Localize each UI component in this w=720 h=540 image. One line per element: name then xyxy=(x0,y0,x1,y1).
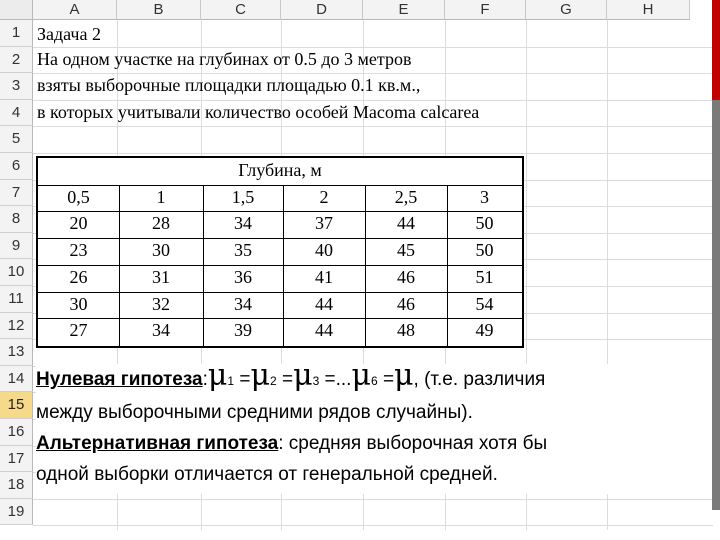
table-cell: 41 xyxy=(315,266,333,287)
data-table xyxy=(36,156,524,348)
table-rule xyxy=(119,185,120,346)
table-cell: 36 xyxy=(234,266,252,287)
table-rule xyxy=(203,185,204,346)
colon: : xyxy=(202,369,208,390)
row-header-1[interactable]: 1 xyxy=(0,20,33,47)
table-cell: 20 xyxy=(69,213,88,234)
column-header-h[interactable]: H xyxy=(607,0,690,20)
column-header-c[interactable]: C xyxy=(201,0,281,20)
row-header-11[interactable]: 11 xyxy=(0,286,33,313)
null-hypothesis-line xyxy=(36,358,712,397)
subscript-2: 2 xyxy=(269,374,277,388)
null-hypothesis-label: Нулевая гипотеза xyxy=(36,369,203,390)
table-cell: 35 xyxy=(234,240,252,261)
mu-symbol: μ xyxy=(394,358,414,393)
column-header-a[interactable]: A xyxy=(33,0,117,20)
table-cell: 50 xyxy=(475,213,494,234)
row-header-14[interactable]: 14 xyxy=(0,366,33,393)
table-cell: 32 xyxy=(152,293,170,314)
alt-hypothesis-line xyxy=(36,428,712,459)
row-header-17[interactable]: 17 xyxy=(0,446,33,473)
row-header-5[interactable]: 5 xyxy=(0,126,33,153)
table-cell: 30 xyxy=(69,293,88,314)
table-cell: 54 xyxy=(475,293,494,314)
table-cell: 51 xyxy=(475,266,494,287)
row-header-3[interactable]: 3 xyxy=(0,73,33,100)
table-rule xyxy=(38,318,522,319)
table-cell: 34 xyxy=(152,320,170,341)
ellipsis: =... xyxy=(324,369,352,390)
table-cell: 28 xyxy=(152,213,170,234)
table-cell: 34 xyxy=(234,213,252,234)
table-rule xyxy=(365,185,366,346)
subscript-1: 1 xyxy=(227,374,235,388)
table-rule xyxy=(38,238,522,239)
hypothesis-textbox xyxy=(36,358,712,494)
alt-hypothesis-line-2: одной выборки отличается от генеральной средней. xyxy=(36,464,498,485)
intro-line-1: Задача 2 xyxy=(37,24,101,44)
scrollbar[interactable] xyxy=(712,100,720,510)
table-cell: 31 xyxy=(152,266,170,287)
depth-header-cell: 3 xyxy=(480,186,489,207)
subscript-3: 3 xyxy=(312,374,320,388)
column-header-d[interactable]: D xyxy=(281,0,363,20)
equals-sign: = xyxy=(382,369,395,390)
row-header-4[interactable]: 4 xyxy=(0,100,33,127)
table-cell: 34 xyxy=(234,293,252,314)
table-cell: 30 xyxy=(152,240,170,261)
depth-header-cell: 2,5 xyxy=(394,186,418,207)
null-hypothesis-line-2: между выборочными средними рядов случайны). xyxy=(36,402,473,423)
column-header-b[interactable]: B xyxy=(117,0,201,20)
row-header-18[interactable]: 18 xyxy=(0,472,33,499)
table-rule xyxy=(38,292,522,293)
intro-line-4: в которых учитывали количество особей Macoma calcarea xyxy=(37,102,480,122)
table-cell: 46 xyxy=(397,266,415,287)
select-all-corner[interactable] xyxy=(0,0,33,20)
table-cell: 48 xyxy=(397,320,415,341)
row-header-10[interactable]: 10 xyxy=(0,259,33,286)
table-cell: 37 xyxy=(315,213,333,234)
row-header-7[interactable]: 7 xyxy=(0,180,33,207)
intro-line-2: На одном участке на глубинах от 0.5 до 3 метров xyxy=(37,49,412,69)
equals-sign: = xyxy=(281,369,294,390)
alt-hypothesis-text: : средняя выборочная хотя бы xyxy=(278,433,548,454)
table-rule xyxy=(38,211,522,212)
column-header-e[interactable]: E xyxy=(363,0,445,20)
intro-line-3: взяты выборочные площадки площадью 0.1 кв.м., xyxy=(37,75,421,95)
column-header-g[interactable]: G xyxy=(526,0,607,20)
accent-strip xyxy=(712,0,720,100)
gridline xyxy=(33,126,713,127)
table-cell: 46 xyxy=(397,293,415,314)
table-cell: 49 xyxy=(475,320,494,341)
row-header-12[interactable]: 12 xyxy=(0,313,33,340)
subscript-6: 6 xyxy=(370,374,378,388)
gridline xyxy=(33,525,713,526)
row-header-9[interactable]: 9 xyxy=(0,233,33,260)
table-cell: 39 xyxy=(234,320,252,341)
row-header-13[interactable]: 13 xyxy=(0,339,33,366)
table-rule xyxy=(38,185,522,186)
table-header: Глубина, м xyxy=(238,160,322,180)
mu-symbol: μ xyxy=(207,358,228,393)
table-rule xyxy=(283,185,284,346)
column-header-f[interactable]: F xyxy=(445,0,526,20)
row-header-19[interactable]: 19 xyxy=(0,499,33,526)
table-cell: 45 xyxy=(397,240,415,261)
gridline xyxy=(33,153,713,154)
table-cell: 44 xyxy=(315,293,333,314)
mu-symbol: μ xyxy=(250,358,270,393)
mu-symbol: μ xyxy=(351,358,371,393)
table-cell: 40 xyxy=(315,240,333,261)
row-header-2[interactable]: 2 xyxy=(0,47,33,74)
table-cell: 44 xyxy=(315,320,333,341)
row-header-15[interactable]: 15 xyxy=(0,392,33,419)
depth-header-cell: 2 xyxy=(319,186,329,207)
table-rule xyxy=(38,265,522,266)
row-header-16[interactable]: 16 xyxy=(0,419,33,446)
null-hypothesis-tail: , (т.е. различия xyxy=(413,369,546,390)
depth-header-cell: 1,5 xyxy=(231,186,255,207)
table-cell: 23 xyxy=(69,240,88,261)
table-cell: 27 xyxy=(69,320,88,341)
table-rule xyxy=(447,185,448,346)
alt-hypothesis-label: Альтернативная гипотеза xyxy=(36,433,279,454)
table-cell: 26 xyxy=(69,266,88,287)
row-header-8[interactable]: 8 xyxy=(0,206,33,233)
depth-header-cell: 0,5 xyxy=(67,186,90,207)
row-header-6[interactable]: 6 xyxy=(0,153,33,180)
table-cell: 50 xyxy=(475,240,494,261)
equals-sign: = xyxy=(239,369,251,390)
mu-symbol: μ xyxy=(293,358,313,393)
gridline xyxy=(33,499,713,500)
table-cell: 44 xyxy=(397,213,415,234)
depth-header-cell: 1 xyxy=(156,186,166,207)
